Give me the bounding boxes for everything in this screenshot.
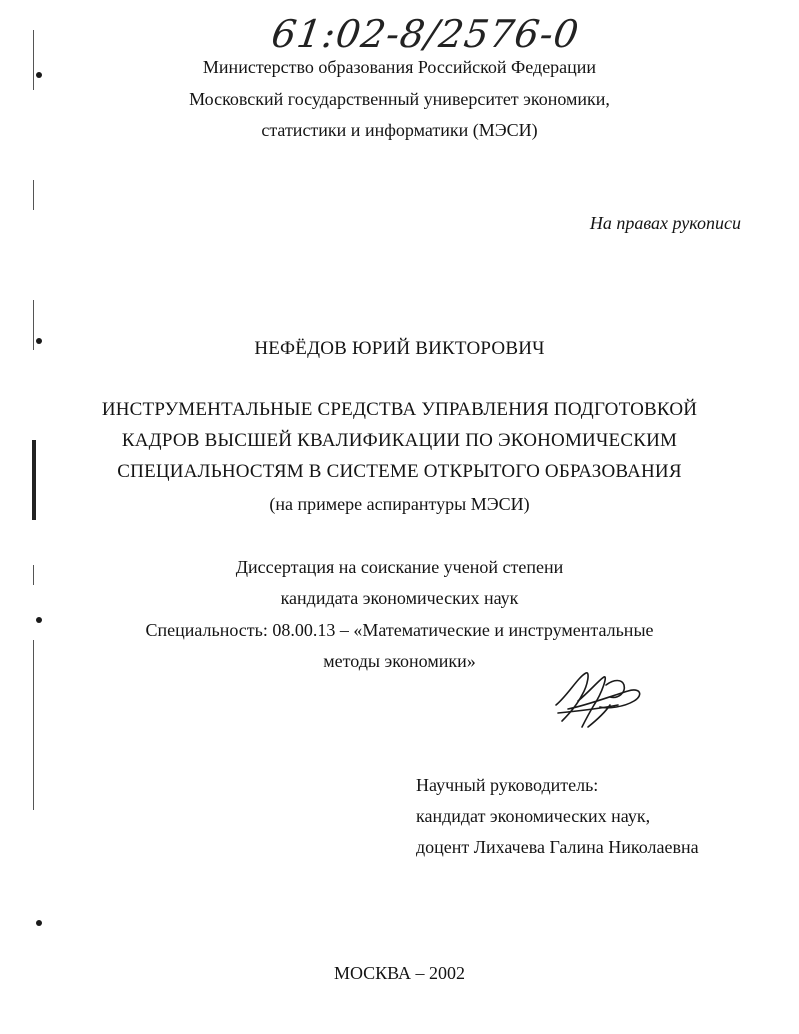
dissertation-line-1: Диссертация на соискание ученой степени [235,557,564,577]
title-line-2: КАДРОВ ВЫСШЕЙ КВАЛИФИКАЦИИ ПО ЭКОНОМИЧЕСКИМ [121,430,678,451]
title-line-1: ИНСТРУМЕНТАЛЬНЫЕ СРЕДСТВА УПРАВЛЕНИЯ ПОДГОТОВКОЙ [101,399,698,420]
advisor-name: доцент Лихачева Галина Николаевна [416,837,699,857]
signature-scribble [548,665,648,735]
title-line-3: СПЕЦИАЛЬНОСТЯМ В СИСТЕМЕ ОТКРЫТОГО ОБРАЗОВАНИЯ [117,461,682,482]
advisor-degree: кандидат экономических наук, [416,806,651,826]
dissertation-line-3: Специальность: 08.00.13 – «Математические и инструментальные [145,620,654,640]
advisor-label: Научный руководитель: [416,775,599,795]
title-subtitle: (на примере аспирантуры МЭСИ) [269,494,530,514]
dissertation-line-2: кандидата экономических наук [280,588,519,608]
punch-hole-mark [36,920,42,926]
author-name: НЕФЁДОВ ЮРИЙ ВИКТОРОВИЧ [254,338,545,359]
dissertation-line-4: методы экономики» [323,651,476,671]
manuscript-rights: На правах рукописи [589,213,741,233]
ministry-line: Министерство образования Российской Федерации [202,57,597,77]
university-line-2: статистики и информатики (МЭСИ) [261,120,538,140]
scan-margin-line [33,180,34,210]
archive-number-handwritten: 61:02-8/2576-0 [268,12,583,56]
university-line-1: Московский государственный университет экономики, [189,89,610,109]
city-year: МОСКВА – 2002 [333,963,466,983]
